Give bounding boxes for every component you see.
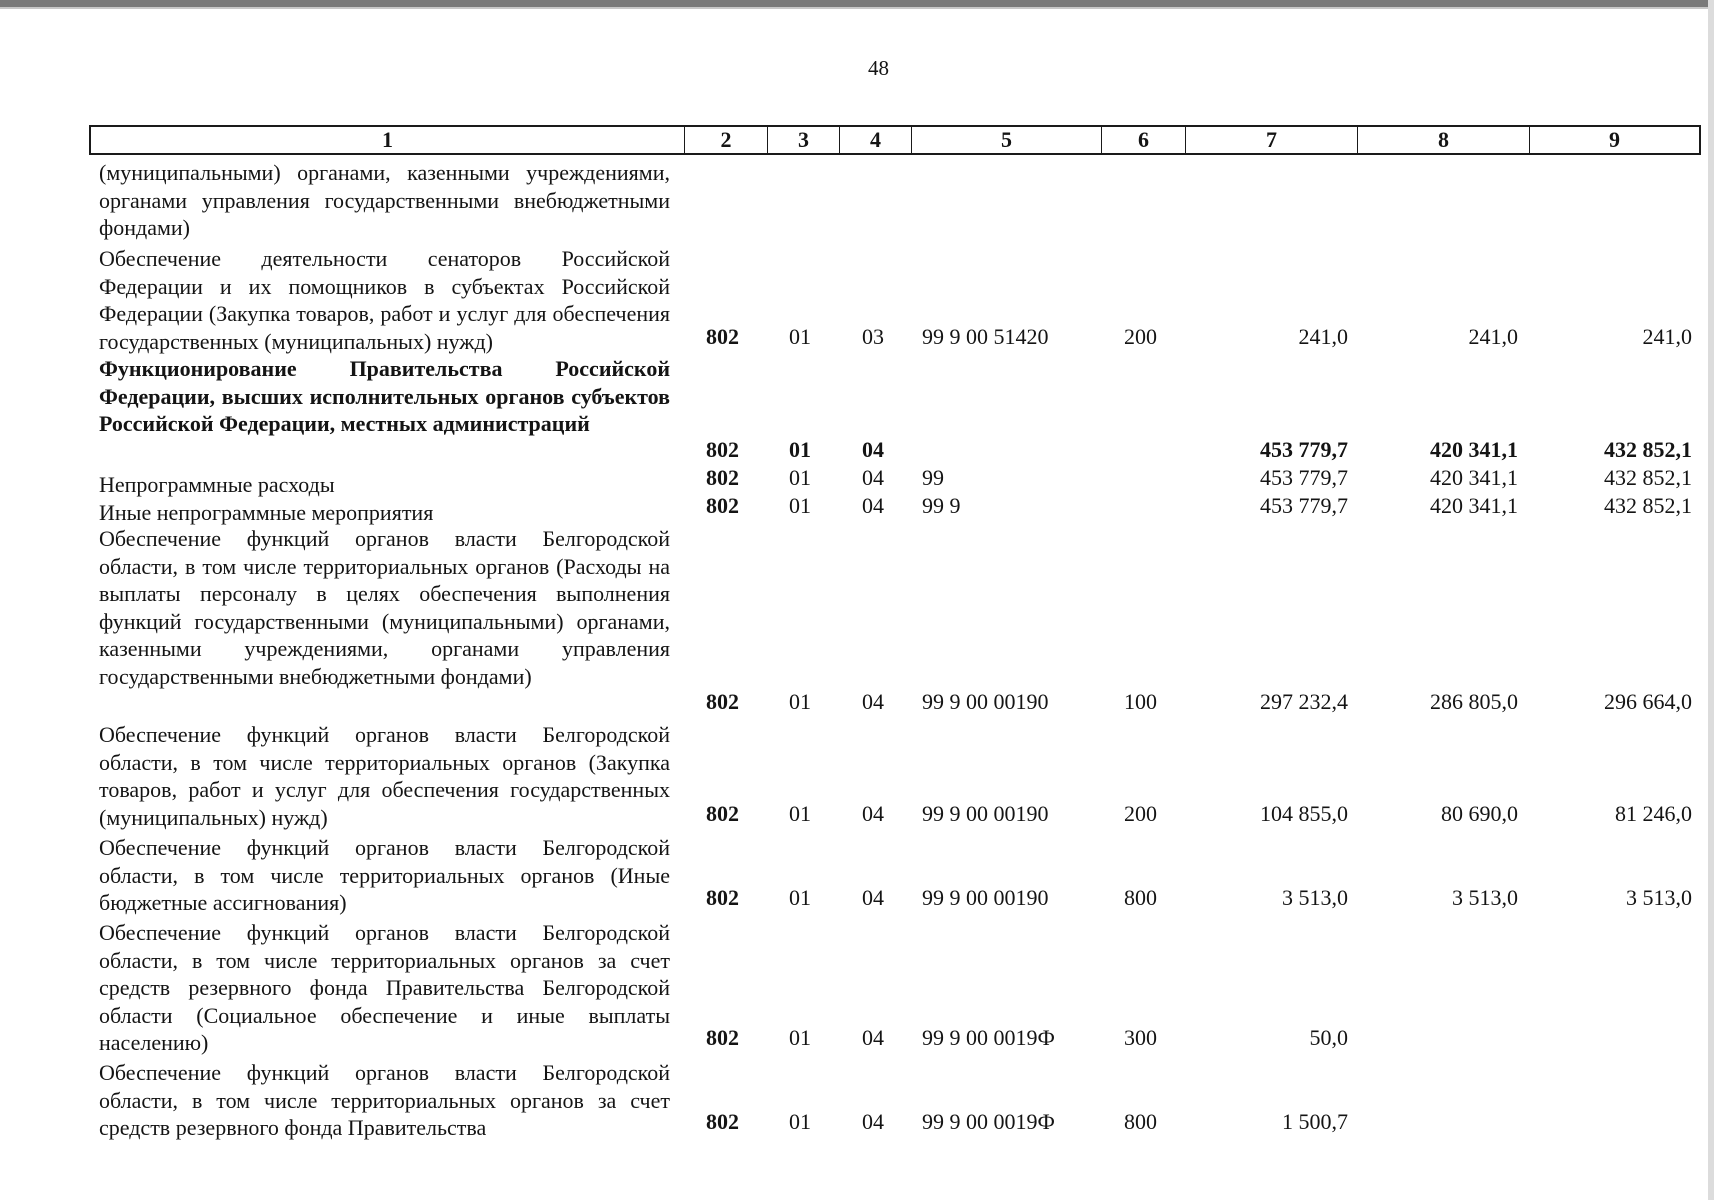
cell-c5: 99 9 00 51420 — [922, 324, 1049, 349]
cell-c5: 99 9 00 0019Ф — [922, 1025, 1055, 1050]
cell-c7: 104 855,0 — [1260, 801, 1348, 826]
cell-c7: 50,0 — [1309, 1025, 1348, 1050]
cell-c8: 241,0 — [1468, 324, 1518, 349]
cell-c9: 3 513,0 — [1626, 885, 1692, 910]
table-row — [0, 436, 1714, 464]
table-row — [0, 800, 1714, 828]
header-col-5: 5 — [911, 127, 1101, 153]
cell-c7: 453 779,7 — [1260, 493, 1348, 518]
cell-c3: 01 — [789, 1025, 811, 1050]
cell-c3: 01 — [789, 1109, 811, 1134]
cell-c2: 802 — [706, 437, 739, 462]
cell-c4: 04 — [862, 1109, 884, 1134]
table-row — [0, 884, 1714, 912]
header-col-6: 6 — [1101, 127, 1185, 153]
cell-c4: 04 — [862, 1025, 884, 1050]
row-description-bold: Функционирование Правительства Российской Федерации, высших исполнительных органов субъектов Российской Федерации, местных администраций — [99, 356, 670, 437]
cell-c6: 100 — [1124, 689, 1157, 714]
cell-c9: 81 246,0 — [1615, 801, 1692, 826]
header-col-2: 2 — [684, 127, 767, 153]
cell-c2: 802 — [706, 324, 739, 349]
table-row — [0, 688, 1714, 716]
cell-c4: 04 — [862, 801, 884, 826]
header-col-1: 1 — [382, 127, 393, 152]
cell-c8: 420 341,1 — [1430, 437, 1518, 462]
cell-c4: 04 — [862, 689, 884, 714]
row-description: (муниципальными) органами, казенными учреждениями, органами управления государственными внебюджетными фондами) — [99, 160, 670, 241]
cell-c9: 432 852,1 — [1604, 465, 1692, 490]
cell-c7: 453 779,7 — [1260, 437, 1348, 462]
cell-c2: 802 — [706, 801, 739, 826]
page-number: 48 — [868, 56, 889, 80]
cell-c3: 01 — [789, 885, 811, 910]
cell-c4: 04 — [862, 885, 884, 910]
table-row — [0, 492, 1714, 520]
row-description: Обеспечение функций органов власти Белгородской области, в том числе территориальных органов за счет средств резервного фонда Правительства Белгородской области (Социальное обеспечение и иные выплаты населению) — [99, 920, 670, 1056]
scan-top-edge-shadow — [0, 7, 1714, 9]
cell-c8: 3 513,0 — [1452, 885, 1518, 910]
cell-c7: 241,0 — [1298, 324, 1348, 349]
cell-c9: 241,0 — [1642, 324, 1692, 349]
row-description: Обеспечение функций органов власти Белгородской области, в том числе территориальных органов (Закупка товаров, работ и услуг для обеспечения государственных (муниципальных) нужд) — [99, 722, 670, 830]
cell-c3: 01 — [789, 801, 811, 826]
row-description: Непрограммные расходы — [99, 472, 335, 497]
cell-c3: 01 — [789, 465, 811, 490]
cell-c2: 802 — [706, 689, 739, 714]
header-col-9: 9 — [1529, 127, 1699, 153]
cell-c2: 802 — [706, 493, 739, 518]
cell-c2: 802 — [706, 465, 739, 490]
cell-c2: 802 — [706, 1025, 739, 1050]
header-col-4: 4 — [839, 127, 911, 153]
cell-c6: 800 — [1124, 885, 1157, 910]
cell-c8: 420 341,1 — [1430, 465, 1518, 490]
cell-c6: 300 — [1124, 1025, 1157, 1050]
cell-c5: 99 — [922, 465, 944, 490]
table-row — [0, 1108, 1714, 1136]
cell-c5: 99 9 00 00190 — [922, 801, 1049, 826]
table-row — [0, 323, 1714, 351]
cell-c3: 01 — [789, 689, 811, 714]
cell-c7: 297 232,4 — [1260, 689, 1348, 714]
row-description: Обеспечение функций органов власти Белгородской области, в том числе территориальных органов (Расходы на выплаты персоналу в целях обеспечения выполнения функций государственными (муниципальными) органами, казенными учреждениями, органами управления государственными внебюджетными фондами) — [99, 526, 670, 689]
row-description: Обеспечение функций органов власти Белгородской области, в том числе территориальных органов за счет средств резервного фонда Правительства — [99, 1060, 670, 1141]
cell-c5: 99 9 00 00190 — [922, 885, 1049, 910]
cell-c8: 420 341,1 — [1430, 493, 1518, 518]
cell-c6: 800 — [1124, 1109, 1157, 1134]
table-header — [89, 125, 1701, 155]
header-col-8: 8 — [1357, 127, 1529, 153]
scan-top-edge — [0, 0, 1714, 7]
table-row — [0, 1024, 1714, 1052]
scan-right-edge — [1708, 0, 1714, 1200]
cell-c7: 453 779,7 — [1260, 465, 1348, 490]
cell-c4: 03 — [862, 324, 884, 349]
cell-c3: 01 — [789, 324, 811, 349]
header-col-7: 7 — [1185, 127, 1357, 153]
cell-c5: 99 9 — [922, 493, 961, 518]
cell-c5: 99 9 00 0019Ф — [922, 1109, 1055, 1134]
row-description: Обеспечение функций органов власти Белгородской области, в том числе территориальных органов (Иные бюджетные ассигнования) — [99, 835, 670, 916]
cell-c4: 04 — [862, 493, 884, 518]
cell-c3: 01 — [789, 493, 811, 518]
cell-c8: 286 805,0 — [1430, 689, 1518, 714]
cell-c9: 296 664,0 — [1604, 689, 1692, 714]
cell-c7: 3 513,0 — [1282, 885, 1348, 910]
cell-c3: 01 — [789, 437, 811, 462]
cell-c6: 200 — [1124, 324, 1157, 349]
cell-c2: 802 — [706, 1109, 739, 1134]
cell-c9: 432 852,1 — [1604, 493, 1692, 518]
cell-c8: 80 690,0 — [1441, 801, 1518, 826]
cell-c5: 99 9 00 00190 — [922, 689, 1049, 714]
row-description: Обеспечение деятельности сенаторов Российской Федерации и их помощников в субъектах Российской Федерации (Закупка товаров, работ и услуг для обеспечения государственных (муниципальных) нужд) — [99, 246, 670, 354]
cell-c7: 1 500,7 — [1282, 1109, 1348, 1134]
cell-c9: 432 852,1 — [1604, 437, 1692, 462]
header-col-3: 3 — [767, 127, 839, 153]
cell-c6: 200 — [1124, 801, 1157, 826]
cell-c4: 04 — [862, 465, 884, 490]
cell-c4: 04 — [862, 437, 884, 462]
table-row — [0, 464, 1714, 492]
row-description: Иные непрограммные мероприятия — [99, 500, 434, 525]
cell-c2: 802 — [706, 885, 739, 910]
